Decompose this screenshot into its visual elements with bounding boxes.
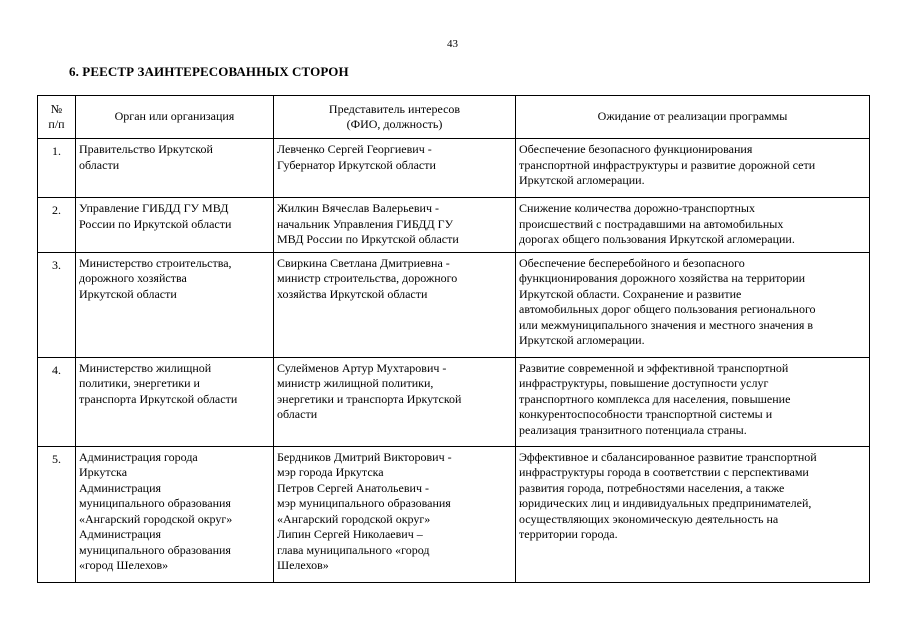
row-number: 4. [38, 357, 76, 446]
header-representative: Представитель интересов (ФИО, должность) [274, 96, 516, 139]
organization-cell: Администрация города Иркутска Администрация муниципального образования «Ангарский городской округ» Администрация муниципального образования «город Шелехов» [76, 446, 274, 582]
organization-cell: Правительство Иркутской области [76, 139, 274, 198]
representative-cell: Свиркина Светлана Дмитриевна - министр строительства, дорожного хозяйства Иркутской области [274, 252, 516, 357]
representative-cell: Бердников Дмитрий Викторович - мэр города Иркутска Петров Сергей Анатольевич - мэр муниципального образования «Ангарский городской округ» Липин Сергей Николаевич – глава муниципального «город Шелехов» [274, 446, 516, 582]
row-number: 5. [38, 446, 76, 582]
representative-cell: Левченко Сергей Георгиевич - Губернатор Иркутской области [274, 139, 516, 198]
organization-cell: Министерство жилищной политики, энергетики и транспорта Иркутской области [76, 357, 274, 446]
table-row [38, 139, 870, 198]
table-row [38, 198, 870, 253]
row-number: 1. [38, 139, 76, 198]
table-header-row [38, 96, 870, 139]
representative-cell: Сулейменов Артур Мухтарович - министр жилищной политики, энергетики и транспорта Иркутской области [274, 357, 516, 446]
stakeholder-registry-table [37, 95, 870, 583]
row-number: 3. [38, 252, 76, 357]
table-row [38, 446, 870, 582]
representative-cell: Жилкин Вячеслав Валерьевич - начальник Управления ГИБДД ГУ МВД России по Иркутской области [274, 198, 516, 253]
row-number: 2. [38, 198, 76, 253]
page-number: 43 [447, 38, 458, 50]
header-number: № п/п [38, 96, 76, 139]
table-row [38, 357, 870, 446]
section-title: 6. РЕЕСТР ЗАИНТЕРЕСОВАННЫХ СТОРОН [69, 64, 349, 79]
expectation-cell: Эффективное и сбалансированное развитие транспортной инфраструктуры города в соответствии с перспективами развития города, потребностями населения, а также юридических лиц и индивидуальных предпринимателей, осуществляющих экономическую деятельность на территории города. [516, 446, 870, 582]
organization-cell: Министерство строительства, дорожного хозяйства Иркутской области [76, 252, 274, 357]
expectation-cell: Снижение количества дорожно-транспортных происшествий с пострадавшими на автомобильных дорогах общего пользования Иркутской агломерации. [516, 198, 870, 253]
organization-cell: Управление ГИБДД ГУ МВД России по Иркутской области [76, 198, 274, 253]
expectation-cell: Развитие современной и эффективной транспортной инфраструктуры, повышение доступности услуг транспортного комплекса для населения, повышение конкурентоспособности транспортной системы и реализация транзитного потенциала страны. [516, 357, 870, 446]
table-row [38, 252, 870, 357]
expectation-cell: Обеспечение бесперебойного и безопасного функционирования дорожного хозяйства на территории Иркутской области. Сохранение и развитие автомобильных дорог общего пользования регионального или межмуниципального значения и местного значения в Иркутской агломерации. [516, 252, 870, 357]
header-organization: Орган или организация [76, 96, 274, 139]
expectation-cell: Обеспечение безопасного функционирования транспортной инфраструктуры и развитие дорожной сети Иркутской агломерации. [516, 139, 870, 198]
header-expectation: Ожидание от реализации программы [516, 96, 870, 139]
